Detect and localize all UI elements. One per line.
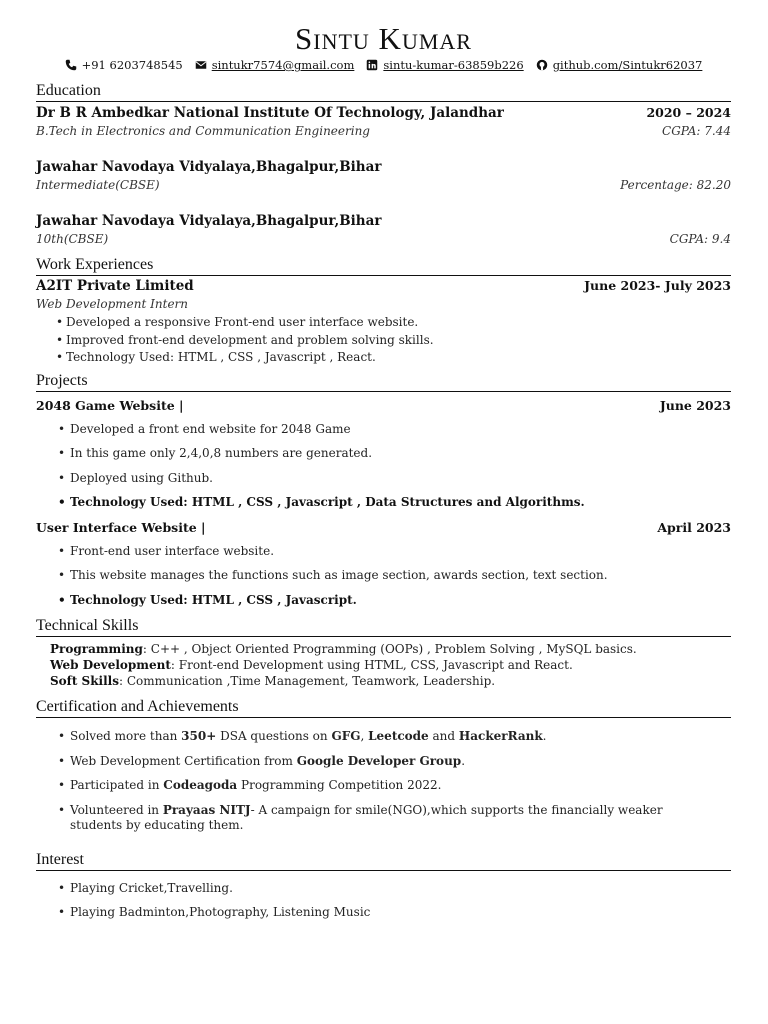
contact-github[interactable]	[536, 58, 703, 72]
education-score: CGPA: 9.4	[669, 232, 731, 246]
skill-row	[50, 673, 731, 689]
linkedin-link[interactable]: sintu-kumar-63859b226	[383, 58, 524, 72]
certification-bullets	[36, 729, 731, 833]
contact-linkedin[interactable]	[366, 58, 523, 72]
project-date: April 2023	[657, 519, 731, 535]
contact-bar	[36, 56, 731, 74]
work-role: Web Development Intern	[36, 297, 189, 311]
skill-row	[50, 657, 731, 673]
interest-bullets	[36, 881, 731, 921]
skills-list	[36, 641, 731, 689]
degree-name: 10th(CBSE)	[36, 232, 109, 246]
linkedin-icon	[366, 59, 378, 71]
contact-phone	[65, 58, 183, 72]
education-score: Percentage: 82.20	[620, 178, 731, 192]
list-item: • Developed a responsive Front-end user interface website.	[36, 314, 731, 332]
project-date: June 2023	[659, 397, 731, 413]
list-item: • Front-end user interface website.	[36, 544, 731, 559]
section-work-heading: Work Experiences	[36, 256, 731, 276]
education-item	[36, 105, 731, 141]
company-name: A2IT Private Limited	[36, 278, 194, 294]
education-date: 2020 – 2024	[646, 105, 731, 120]
list-item: • Web Development Certification from Google Developer Group.	[36, 754, 731, 769]
degree-name: Intermediate(CBSE)	[36, 178, 160, 192]
list-item: • Solved more than 350+ DSA questions on GFG, Leetcode and HackerRank.	[36, 729, 731, 744]
envelope-icon	[195, 59, 207, 71]
project-item	[36, 398, 731, 511]
phone-number: +91 6203748545	[81, 58, 183, 72]
skill-row	[50, 641, 731, 657]
section-education-heading: Education	[36, 82, 731, 102]
list-item: • In this game only 2,4,0,8 numbers are generated.	[36, 446, 731, 461]
github-icon	[536, 59, 548, 71]
resume-name: Sintu Kumar	[295, 21, 472, 56]
skill-label: Soft Skills	[50, 674, 119, 688]
list-item: • Playing Badminton,Photography, Listening Music	[36, 905, 731, 920]
project-bullets	[36, 422, 731, 511]
school-name: Jawahar Navodaya Vidyalaya,Bhagalpur,Bihar	[36, 159, 382, 175]
project-name: User Interface Website |	[36, 519, 206, 535]
skill-label: Web Development	[50, 658, 171, 672]
list-item: • Playing Cricket,Travelling.	[36, 881, 731, 896]
work-bullets	[36, 314, 731, 367]
list-item: • Deployed using Github.	[36, 471, 731, 486]
education-item	[36, 213, 731, 249]
school-name: Jawahar Navodaya Vidyalaya,Bhagalpur,Bihar	[36, 213, 382, 229]
project-item	[36, 520, 731, 608]
degree-name: B.Tech in Electronics and Communication Engineering	[36, 124, 370, 138]
resume-page	[36, 22, 731, 930]
list-item: • Volunteered in Prayaas NITJ- A campaign for smile(NGO),which supports the financially weaker students by educating them.	[36, 803, 731, 833]
section-certifications-heading: Certification and Achievements	[36, 698, 731, 718]
project-tech: • Technology Used: HTML , CSS , Javascript , Data Structures and Algorithms.	[36, 495, 731, 510]
list-item: • Improved front-end development and problem solving skills.	[36, 332, 731, 350]
email-link[interactable]: sintukr7574@gmail.com	[211, 58, 355, 72]
section-projects-heading: Projects	[36, 372, 731, 392]
project-name: 2048 Game Website |	[36, 397, 184, 413]
section-interest-heading: Interest	[36, 851, 731, 871]
skill-value: : Front-end Development using HTML, CSS, Javascript and React.	[170, 658, 573, 672]
education-score: CGPA: 7.44	[662, 124, 731, 138]
school-name: Dr B R Ambedkar National Institute Of Technology, Jalandhar	[36, 105, 504, 121]
list-item: • Participated in Codeagoda Programming Competition 2022.	[36, 778, 731, 793]
project-bullets	[36, 544, 731, 608]
skill-value: : Communication ,Time Management, Teamwork, Leadership.	[118, 674, 496, 688]
work-item	[36, 278, 731, 367]
project-tech: • Technology Used: HTML , CSS , Javascript.	[36, 593, 731, 608]
education-item	[36, 159, 731, 195]
list-item: • This website manages the functions such as image section, awards section, text section.	[36, 568, 731, 583]
phone-icon	[65, 59, 77, 71]
skill-value: : C++ , Object Oriented Programming (OOPs) , Problem Solving , MySQL basics.	[142, 642, 637, 656]
list-item: • Developed a front end website for 2048 Game	[36, 422, 731, 437]
github-link[interactable]: github.com/Sintukr62037	[552, 58, 703, 72]
skill-label: Programming	[50, 642, 143, 656]
section-skills-heading: Technical Skills	[36, 617, 731, 637]
contact-email[interactable]	[195, 58, 355, 72]
work-date: June 2023- July 2023	[584, 278, 731, 293]
list-item: • Technology Used: HTML , CSS , Javascript , React.	[36, 349, 731, 367]
